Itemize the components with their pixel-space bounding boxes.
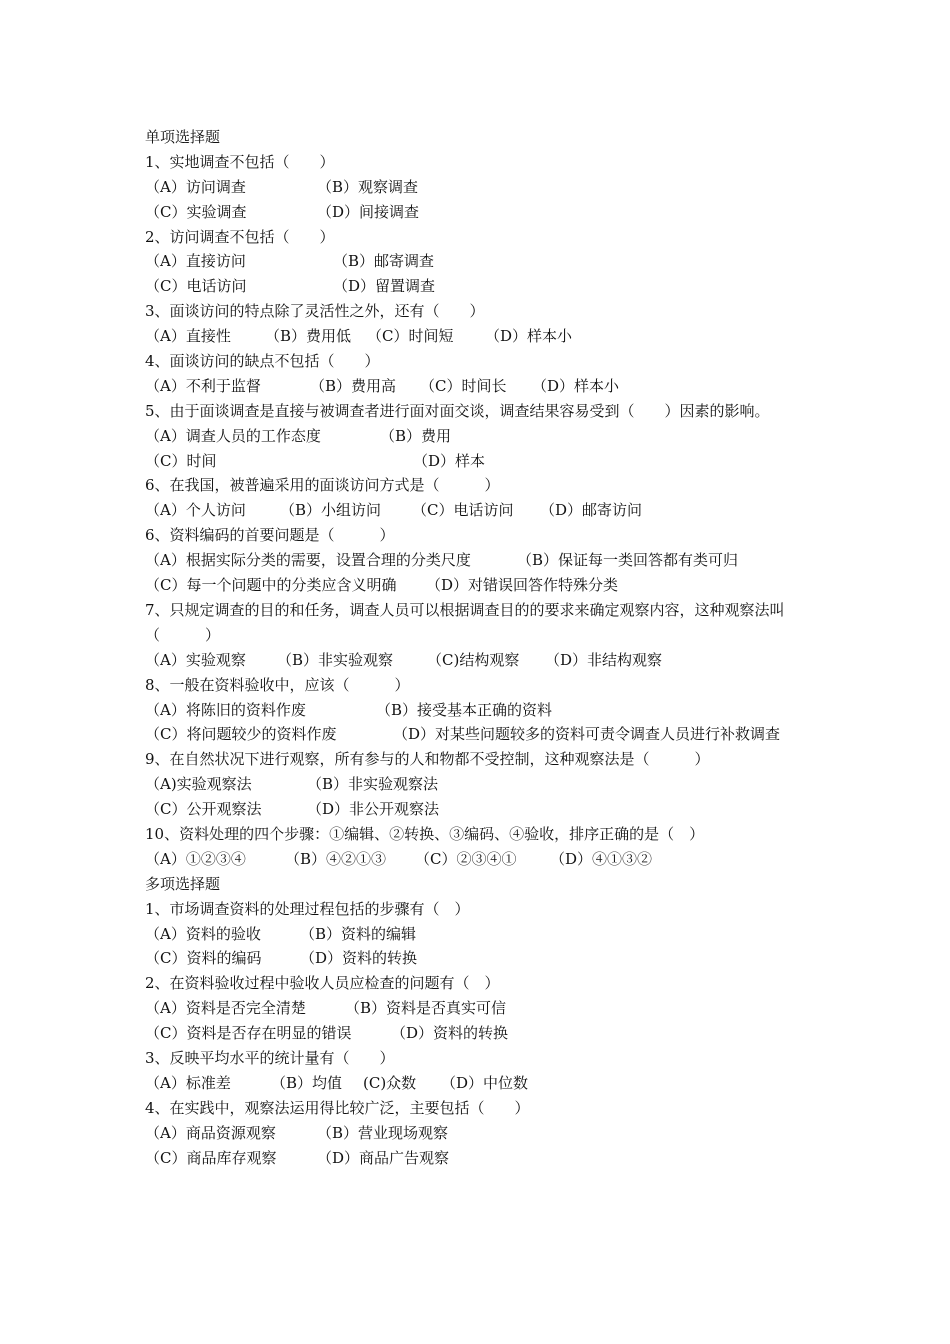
question-stem: 9、在自然状况下进行观察，所有参与的人和物都不受控制，这种观察法是（ ） (145, 750, 710, 769)
question-stem: 2、在资料验收过程中验收人员应检查的问题有（ ） (145, 974, 500, 993)
question-stem: 10、资料处理的四个步骤：①编辑、②转换、③编码、④验收，排序正确的是（ ） (145, 825, 705, 843)
question-stem: 1、实地调查不包括（ ） (145, 152, 335, 171)
option-d: （D）样本小 (532, 376, 620, 395)
question-stem: 2、访问调查不包括（ ） (145, 227, 335, 246)
option-d: （D）中位数 (441, 1073, 529, 1092)
option-row (145, 698, 815, 723)
question-stem: 8、一般在资料验收中，应该（ ） (145, 675, 410, 694)
option-c: (C)众数 (363, 1073, 417, 1092)
option-d: （D）对错误回答作特殊分类 (426, 576, 619, 595)
option-d: （D）非公开观察法 (307, 800, 440, 819)
option-row (145, 424, 815, 449)
option-c: （C）电话访问 (145, 277, 247, 296)
option-d: （D）商品广告观察 (317, 1148, 450, 1167)
option-row (145, 996, 815, 1021)
option-d: （D）样本小 (485, 327, 573, 346)
option-b: （B）资料的编辑 (300, 924, 417, 943)
option-c: （C）商品库存观察 (145, 1148, 277, 1167)
option-b: （B）小组访问 (280, 501, 382, 520)
option-row (145, 946, 815, 971)
option-c: （C）时间短 (367, 327, 454, 346)
option-b: （B）均值 (271, 1073, 343, 1092)
option-c: （C）时间长 (420, 376, 507, 395)
option-row (145, 847, 815, 872)
section-heading-single: 单项选择题 (145, 128, 221, 146)
option-row (145, 648, 815, 673)
option-row (145, 274, 815, 299)
question-stem: 5、由于面谈调查是直接与被调查者进行面对面交谈，调查结果容易受到（ ）因素的影响。 (145, 401, 770, 420)
option-row (145, 249, 815, 274)
option-b: （B）资料是否真实可信 (345, 999, 507, 1018)
option-d: （D）资料的转换 (300, 949, 418, 968)
option-d: （D）间接调查 (317, 202, 420, 221)
option-c: （C)结构观察 (427, 650, 520, 669)
option-c: （C）实验调查 (145, 202, 247, 221)
option-b: （B）费用高 (310, 376, 397, 395)
option-b: （B）观察调查 (317, 177, 419, 196)
question-stem: 3、面谈访问的特点除了灵活性之外，还有（ ） (145, 302, 485, 321)
question-stem: 6、在我国，被普遍采用的面谈访问方式是（ ） (145, 476, 500, 495)
option-b: （B）保证每一类回答都有类可归 (517, 551, 739, 570)
option-c: （C）公开观察法 (145, 800, 262, 819)
option-a: （A）不利于监督 (145, 376, 261, 395)
option-d: （D）样本 (413, 451, 486, 470)
option-a: （A）商品资源观察 (145, 1123, 276, 1142)
option-row (145, 772, 815, 797)
option-b: （B）接受基本正确的资料 (376, 700, 553, 719)
option-c: （C）②③④① (415, 849, 517, 868)
question-stem: 6、资料编码的首要问题是（ ） (145, 526, 395, 545)
option-a: （A）个人访问 (145, 501, 246, 520)
option-a: （A）根据实际分类的需要，设置合理的分类尺度 (145, 551, 471, 570)
option-row (145, 797, 815, 822)
option-c: （C）将问题较少的资料作废 (145, 725, 337, 744)
option-a: （A）直接访问 (145, 252, 246, 271)
option-row (145, 548, 815, 573)
option-c: （C）时间 (145, 451, 217, 470)
option-row (145, 1146, 815, 1171)
option-b: （B）营业现场观察 (317, 1123, 449, 1142)
question-stem: 1、市场调查资料的处理过程包括的步骤有（ ） (145, 899, 470, 918)
question-stem: 4、面谈访问的缺点不包括（ ） (145, 352, 380, 371)
option-row (145, 1071, 815, 1096)
option-b: （B）邮寄调查 (333, 252, 435, 271)
option-a: （A）标准差 (145, 1073, 231, 1092)
option-a: （A）资料的验收 (145, 924, 261, 943)
option-c: （C）每一个问题中的分类应含义明确 (145, 576, 397, 595)
option-a: （A）①②③④ (145, 849, 246, 868)
option-row (145, 449, 815, 474)
option-b: （B）④②①③ (285, 849, 387, 868)
option-row (145, 722, 815, 747)
option-d: （D）资料的转换 (391, 1024, 509, 1043)
option-d: （D）邮寄访问 (540, 501, 643, 520)
option-row (145, 175, 815, 200)
option-row (145, 1121, 815, 1146)
document-page (145, 125, 815, 1170)
option-row (145, 498, 815, 523)
option-d: （D）对某些问题较多的资料可责令调查人员进行补救调查 (393, 725, 781, 744)
option-c: （C）资料是否存在明显的错误 (145, 1024, 352, 1043)
section-heading-multi: 多项选择题 (145, 874, 221, 893)
option-row (145, 573, 815, 598)
question-stem: 7、只规定调查的目的和任务，调查人员可以根据调查目的的要求来确定观察内容，这种观察法叫（ ） (145, 600, 785, 644)
option-b: （B）非实验观察 (277, 650, 394, 669)
option-a: （A）将陈旧的资料作废 (145, 700, 306, 719)
option-c: （C）电话访问 (412, 501, 514, 520)
option-b: （B）非实验观察法 (307, 775, 439, 794)
option-d: （D）非结构观察 (545, 650, 663, 669)
option-row (145, 324, 815, 349)
option-row (145, 922, 815, 947)
question-stem: 4、在实践中，观察法运用得比较广泛，主要包括（ ） (145, 1098, 530, 1117)
option-a: （A）直接性 (145, 327, 231, 346)
option-row (145, 200, 815, 225)
option-d: （D）留置调查 (333, 277, 436, 296)
option-row (145, 1021, 815, 1046)
option-a: （A）访问调查 (145, 177, 246, 196)
option-c: （C）资料的编码 (145, 949, 262, 968)
option-a: （A)实验观察法 (145, 775, 252, 794)
option-row (145, 374, 815, 399)
option-a: （A）调查人员的工作态度 (145, 426, 321, 445)
question-stem: 3、反映平均水平的统计量有（ ） (145, 1049, 395, 1068)
option-b: （B）费用 (380, 426, 452, 445)
option-a: （A）实验观察 (145, 650, 246, 669)
option-d: （D）④①③② (550, 849, 653, 868)
option-a: （A）资料是否完全清楚 (145, 999, 306, 1018)
option-b: （B）费用低 (265, 327, 352, 346)
